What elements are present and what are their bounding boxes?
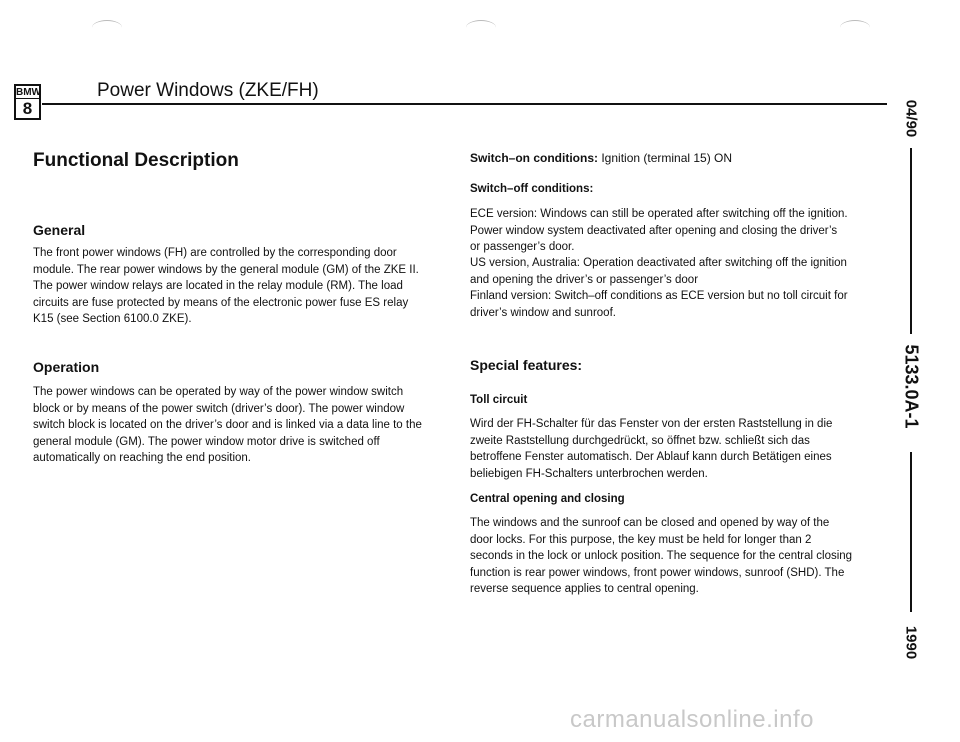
sidebar-section-number: 5133.0A-1 xyxy=(901,344,922,429)
sidebar-date-wrap xyxy=(900,96,922,142)
finland-version-text: Finland version: Switch–off conditions as ECE version but no toll circuit for driver’s window and sunroof. xyxy=(470,290,848,319)
logo-brand-text: BMW xyxy=(16,87,41,98)
switch-on-text: Ignition (terminal 15) ON xyxy=(601,151,733,165)
operation-paragraph: The power windows can be operated by way of the power window switch block or by means of the power switch (driver’s door). The power window switch block is located on the driver’s door and is linked via a data line to the general module (GM). The power window motor drive is switched off automatically on reaching the end position. xyxy=(33,386,422,464)
toll-circuit-heading: Toll circuit xyxy=(470,394,528,406)
sidebar-section-wrap xyxy=(900,340,922,432)
switch-off-label: Switch–off conditions: xyxy=(470,183,594,195)
bmw-8-logo xyxy=(14,84,41,120)
registration-mark-right xyxy=(840,20,870,35)
registration-mark-center xyxy=(466,20,496,35)
switch-on-conditions xyxy=(470,150,850,167)
watermark-text: carmanualsonline.info xyxy=(570,706,814,733)
sidebar-date: 04/90 xyxy=(902,99,920,138)
switch-on-label: Switch–on conditions: xyxy=(470,151,598,165)
sidebar-rule-1 xyxy=(910,148,912,334)
us-version-text: US version, Australia: Operation deactivated after switching off the ignition and opening the driver’s or passenger’s door xyxy=(470,257,847,286)
general-heading: General xyxy=(33,222,86,238)
operation-heading: Operation xyxy=(33,359,100,375)
document-title: Power Windows (ZKE/FH) xyxy=(97,80,319,101)
registration-mark-left xyxy=(92,20,122,35)
logo-series-number: 8 xyxy=(22,99,33,118)
ece-version-text: ECE version: Windows can still be operated after switching off the ignition. Power window system deactivated after opening and closing the driver’s or passenger’s door. xyxy=(470,208,848,253)
sidebar-year-wrap xyxy=(900,620,922,664)
special-features-heading: Special features: xyxy=(470,357,583,373)
central-opening-heading: Central opening and closing xyxy=(470,493,625,505)
sidebar-rule-2 xyxy=(910,452,912,612)
central-opening-text: The windows and the sunroof can be closed and opened by way of the door locks. For this purpose, the key must be held for longer than 2 seconds in the lock or unlock position. The sequence for the central closing function is rear power windows, front power windows, sunroof (SHD). The reverse sequence applies to central opening. xyxy=(470,517,853,595)
sidebar-year: 1990 xyxy=(902,625,920,660)
toll-circuit-text: Wird der FH-Schalter für das Fenster von der ersten Raststellung in die zweite Raststellung durchgedrückt, so öffnet bzw. schließt sich das betroffene Fenster automatisch. Der Ablauf kann durch Betätigen eines beliebigen FH-Schalters unterbrochen werden. xyxy=(470,418,833,480)
general-paragraph: The front power windows (FH) are controlled by the corresponding door module. The rear power windows by the general module (GM) of the ZKE II. The power window relays are located in the relay module (RM). The load circuits are fuse protected by means of the electronic power fuse ES relay K15 (see Section 6100.0 ZKE). xyxy=(33,247,419,325)
header-rule xyxy=(42,103,887,105)
functional-description-heading: Functional Description xyxy=(33,150,239,171)
